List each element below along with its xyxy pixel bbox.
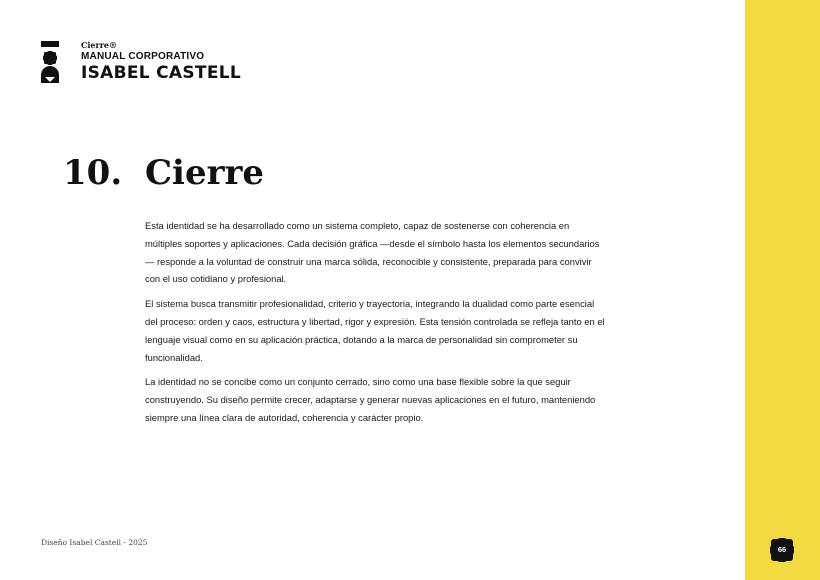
manual-label: MANUAL CORPORATIVO <box>81 51 205 62</box>
page-number: 66 <box>777 545 787 554</box>
yellow-side-panel <box>745 0 820 580</box>
footer-credit: Diseño Isabel Castell - 2025 <box>41 538 148 547</box>
paragraph: El sistema busca transmitir profesionalidad, criterio y trayectoria, integrando la dualidad como parte esencial del proceso: orden y caos, estructura y libertad, rigor y expresión. Esta tensión controlada se refleja tanto en el lenguaje visual como en su aplicación práctica, dotando a la marca de personalidad sin comprometer su funcionalidad. <box>145 298 605 363</box>
paragraph: La identidad no se concibe como un conjunto cerrado, sino como una base flexible sobre la que seguir construyendo. Su diseño permite crecer, adaptarse y generar nuevas aplicaciones en el futuro, manteniendo siempre una línea clara de autoridad, coherencia y carácter propio. <box>145 376 596 423</box>
paragraph: Esta identidad se ha desarrollado como un sistema completo, capaz de sostenerse con coherencia en múltiples soportes y aplicaciones. Cada decisión gráfica —desde el símbolo hasta los elementos secundarios— responde a la voluntad de construir una marca sólida, reconocible y consistente, preparada para convivir con el uso cotidiano y profesional. <box>145 220 600 285</box>
chapter-number: 10. <box>63 153 123 193</box>
chapter-title: Cierre <box>145 153 265 193</box>
body-text <box>145 217 607 434</box>
document-header <box>81 40 241 82</box>
section-label: Cierre® <box>81 40 118 50</box>
brand-name: ISABEL CASTELL <box>81 63 241 83</box>
brand-logo-icon <box>41 41 59 83</box>
